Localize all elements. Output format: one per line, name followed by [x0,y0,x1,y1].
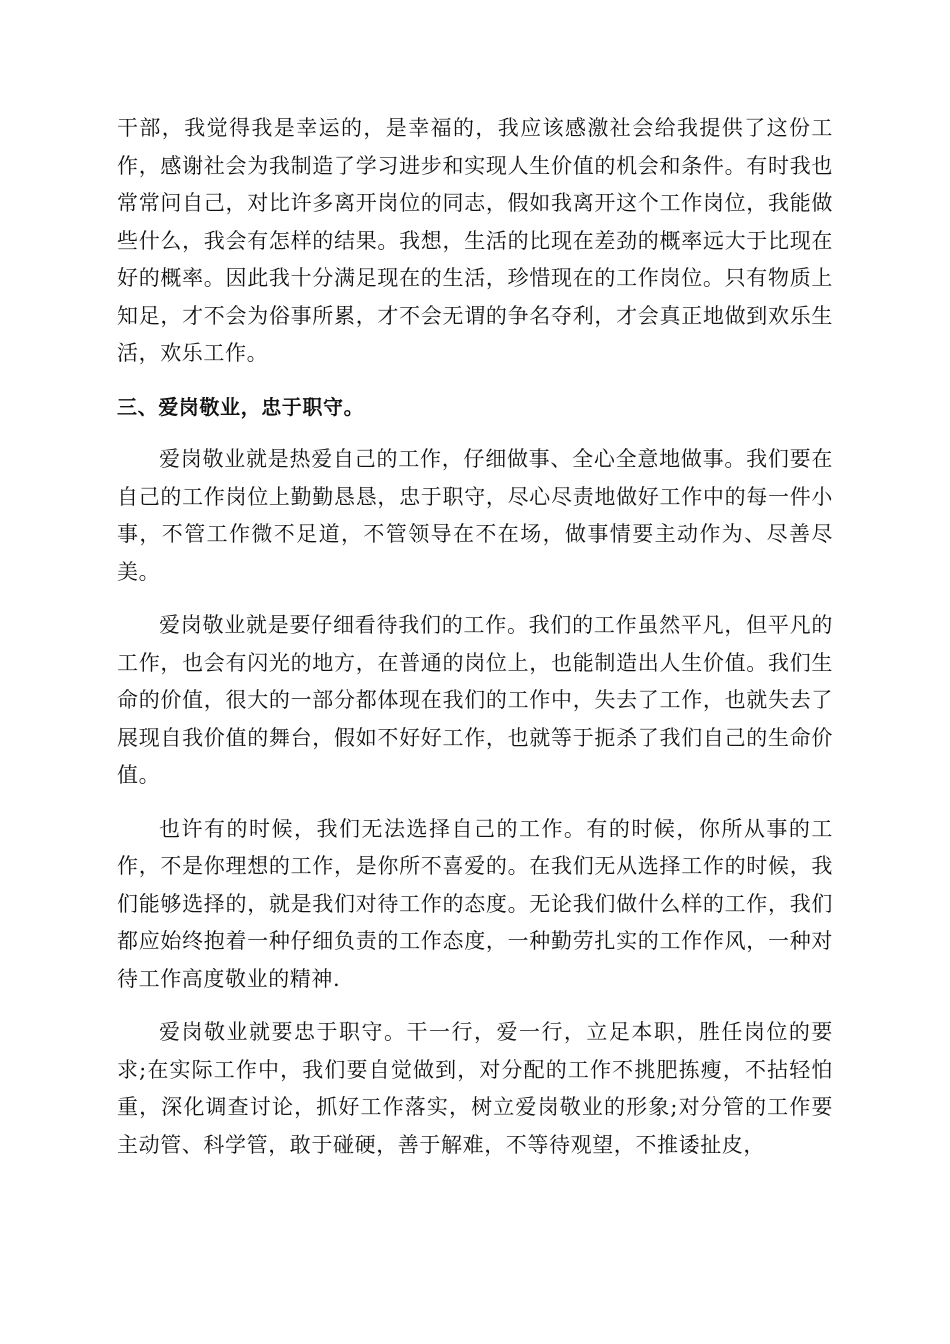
paragraph-continuation: 干部，我觉得我是幸运的，是幸福的，我应该感激社会给我提供了这份工作，感谢社会为我制造了学习进步和实现人生价值的机会和条件。有时我也常常问自己，对比许多离开岗位的同志，假如我离开这个工作岗位，我能做些什么，我会有怎样的结果。我想，生活的比现在差劲的概率远大于比现在好的概率。因此我十分满足现在的生活，珍惜现在的工作岗位。只有物质上知足，才不会为俗事所累，才不会无谓的争名夺利，才会真正地做到欢乐生活，欢乐工作。 [117,116,833,365]
paragraph: 也许有的时候，我们无法选择自己的工作。有的时候，你所从事的工作，不是你理想的工作，是你所不喜爱的。在我们无从选择工作的时候，我们能够选择的，就是我们对待工作的态度。无论我们做什么样的工作，我们都应始终抱着一种仔细负责的工作态度，一种勤劳扎实的工作作风，一种对待工作高度敬业的精神. [117,816,833,991]
paragraph: 爱岗敬业就要忠于职守。干一行，爱一行，立足本职，胜任岗位的要求;在实际工作中，我们要自觉做到，对分配的工作不挑肥拣瘦，不拈轻怕重，深化调查讨论，抓好工作落实，树立爱岗敬业的形象;对分管的工作要主动管、科学管，敢于碰硬，善于解难，不等待观望，不推诿扯皮， [117,1020,833,1157]
paragraph: 爱岗敬业就是要仔细看待我们的工作。我们的工作虽然平凡，但平凡的工作，也会有闪光的地方，在普通的岗位上，也能制造出人生价值。我们生命的价值，很大的一部分都体现在我们的工作中，失去了工作，也就失去了展现自我价值的舞台，假如不好好工作，也就等于扼杀了我们自己的生命价值。 [117,613,833,787]
document-body [117,110,833,1180]
paragraph: 爱岗敬业就是热爱自己的工作，仔细做事、全心全意地做事。我们要在自己的工作岗位上勤勤恳恳，忠于职守，尽心尽责地做好工作中的每一件小事，不管工作微不足道，不管领导在不在场，做事情要主动作为、尽善尽美。 [117,447,833,584]
section-heading: 三、爱岗敬业，忠于职守。 [117,394,365,419]
